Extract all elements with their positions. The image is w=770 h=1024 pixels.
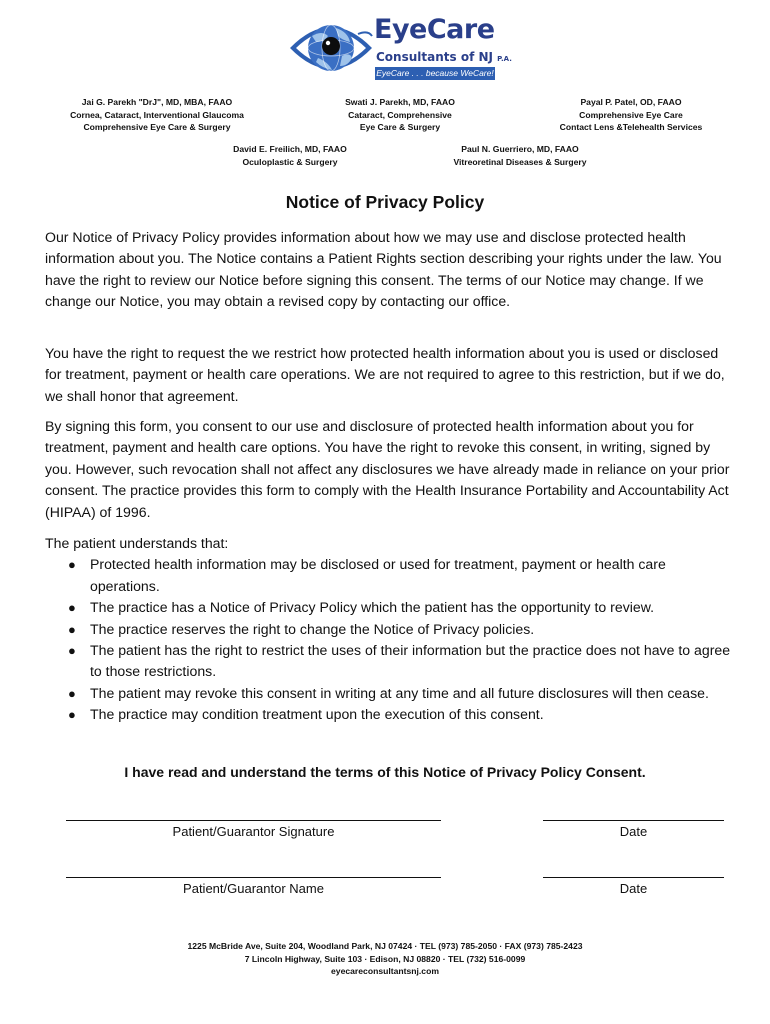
- footer-address-line: 1225 McBride Ave, Suite 204, Woodland Park, NJ 07424 · TEL (973) 785-2050 · FAX (973) 785-2423: [187, 941, 583, 951]
- understanding-section: [45, 533, 735, 726]
- brand-subtitle-suffix: P.A.: [497, 55, 512, 63]
- bullet-icon: ●: [68, 600, 76, 616]
- doctor-name: Paul N. Guerriero, MD, FAAO: [461, 144, 579, 154]
- doctor-entry: [200, 143, 380, 168]
- doctor-specialty: Comprehensive Eye Care: [579, 109, 683, 120]
- doctor-entry: [540, 96, 722, 134]
- list-item: [45, 554, 735, 597]
- brand-name: EyeCare: [374, 14, 495, 45]
- doctor-specialty: Cataract, Comprehensive: [348, 109, 452, 120]
- understanding-intro: The patient understands that:: [45, 535, 229, 551]
- paragraph-text: You have the right to request the we restrict how protected health information about you is used or disclosed for treatment, payment or health care operations. We are not required to agree to this restriction, but if we do, we shall honor that agreement.: [45, 345, 725, 404]
- bullet-list: [45, 554, 735, 725]
- doctor-specialty: Oculoplastic & Surgery: [242, 156, 338, 167]
- footer-address-line: 7 Lincoln Highway, Suite 103 · Edison, NJ 08820 · TEL (732) 516-0099: [244, 953, 526, 964]
- paragraph: [45, 416, 735, 523]
- paragraph-text: Our Notice of Privacy Policy provides information about how we may use and disclose protected health information about you. The Notice contains a Patient Rights section describing your rights under the law. You have the right to review our Notice before signing this consent. The terms of our Notice may change. If we change our Notice, you may obtain a revised copy by contacting our office.: [45, 229, 722, 310]
- paragraph: [45, 227, 735, 313]
- doctor-specialty: Vitreoretinal Diseases & Surgery: [453, 156, 587, 167]
- doctor-name: Swati J. Parekh, MD, FAAO: [345, 97, 455, 107]
- doctor-name: Jai G. Parekh "DrJ", MD, MBA, FAAO: [81, 97, 233, 107]
- doctor-specialty: Cornea, Cataract, Interventional Glaucoma: [70, 109, 244, 120]
- list-item-text: The practice has a Notice of Privacy Policy which the patient has the opportunity to review.: [90, 599, 655, 616]
- footer-website-link[interactable]: eyecareconsultantsnj.com: [331, 966, 439, 976]
- page-title: Notice of Privacy Policy: [285, 192, 485, 212]
- list-item: [45, 704, 735, 725]
- name-label: Patient/Guarantor Name: [183, 881, 324, 896]
- bullet-icon: ●: [68, 621, 76, 637]
- eye-globe-icon: [288, 12, 374, 82]
- doctor-name: Payal P. Patel, OD, FAAO: [580, 97, 682, 107]
- list-item: [45, 619, 735, 640]
- bullet-icon: ●: [68, 707, 76, 723]
- list-item: [45, 597, 735, 618]
- paragraph-text: By signing this form, you consent to our use and disclosure of protected health information about you for treatment, payment and health care options. You have the right to revoke this consent, in writing, signed by you. However, such revocation shall not affect any disclosures we have already made in reliance on your prior consent. The practice provides this form to comply with the Health Insurance Portability and Accountability Act (HIPAA) of 1996.: [45, 418, 730, 520]
- brand-tagline: EyeCare . . . because WeCare!: [376, 68, 494, 78]
- signature-line[interactable]: [66, 820, 441, 821]
- list-item-text: The practice may condition treatment upon the execution of this consent.: [90, 706, 544, 723]
- brand-logo: [288, 12, 512, 84]
- bullet-icon: ●: [68, 685, 76, 701]
- name-line[interactable]: [66, 877, 441, 878]
- doctor-entry: [52, 96, 262, 134]
- list-item: [45, 683, 735, 704]
- brand-subtitle-text: Consultants of NJ: [376, 50, 493, 64]
- signature-label: Patient/Guarantor Signature: [172, 824, 335, 839]
- list-item-text: The patient may revoke this consent in writing at any time and all future disclosures will then cease.: [90, 684, 709, 701]
- brand-subtitle: [376, 50, 512, 66]
- acknowledgement-statement: I have read and understand the terms of this Notice of Privacy Policy Consent.: [124, 764, 646, 780]
- doctor-name: David E. Freilich, MD, FAAO: [233, 144, 347, 154]
- doctor-entry: [300, 96, 500, 134]
- bullet-icon: ●: [68, 557, 76, 573]
- date-label: Date: [619, 824, 648, 839]
- doctor-specialty: Contact Lens &Telehealth Services: [559, 122, 703, 132]
- list-item-text: The practice reserves the right to change the Notice of Privacy policies.: [90, 620, 535, 637]
- date-label: Date: [619, 881, 648, 896]
- doctor-entry: [420, 143, 620, 168]
- paragraph: [45, 343, 735, 407]
- doctor-specialty: Comprehensive Eye Care & Surgery: [83, 122, 231, 132]
- list-item: [45, 640, 735, 683]
- list-item-text: Protected health information may be disclosed or used for treatment, payment or health care operations.: [90, 556, 666, 594]
- date-line[interactable]: [543, 820, 724, 821]
- doctor-specialty: Eye Care & Surgery: [359, 122, 441, 132]
- footer-address: [0, 940, 770, 978]
- date-line[interactable]: [543, 877, 724, 878]
- bullet-icon: ●: [68, 643, 76, 659]
- list-item-text: The patient has the right to restrict the uses of their information but the practice does not have to agree to those restrictions.: [90, 642, 731, 680]
